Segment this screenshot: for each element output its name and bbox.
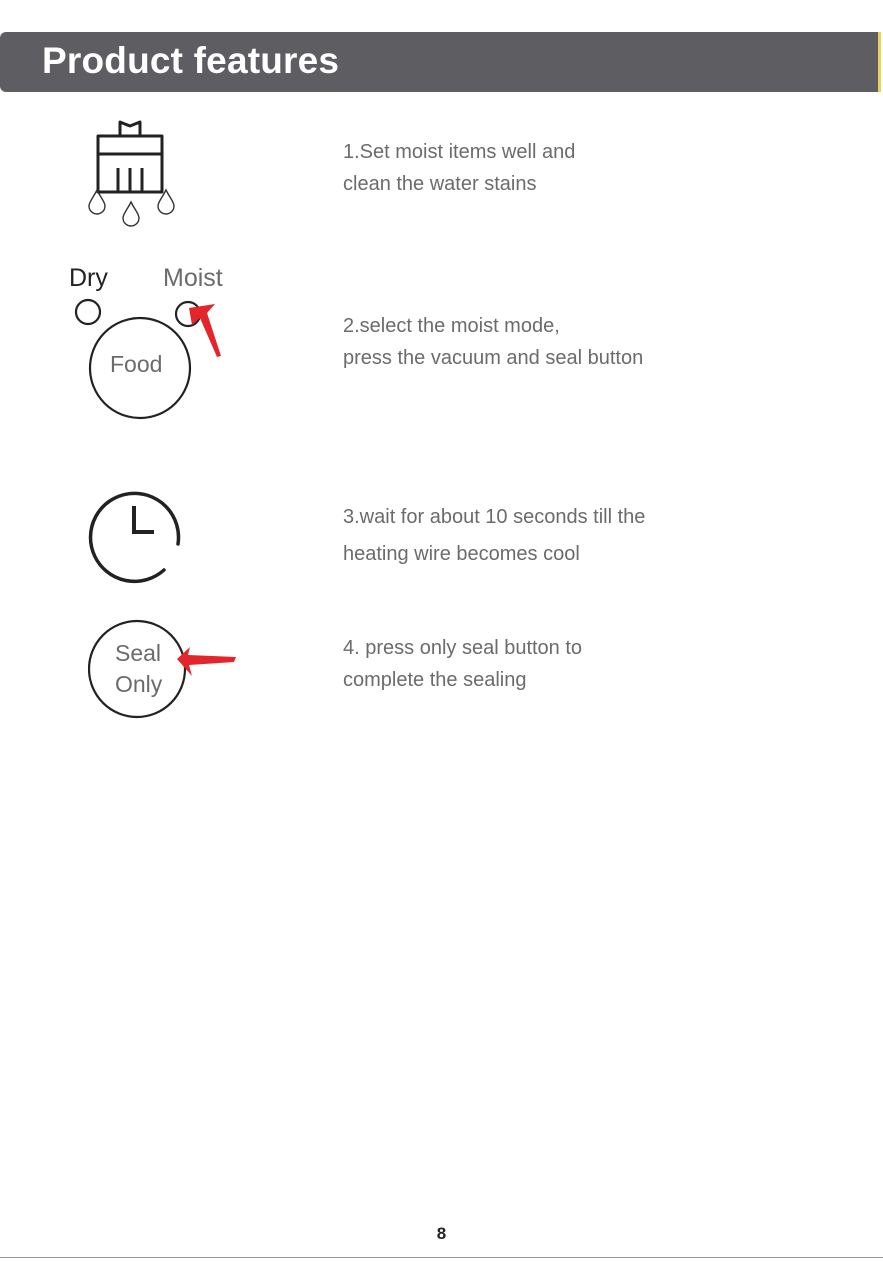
step-4-line-2: complete the sealing <box>343 669 527 691</box>
seal-only-button-panel <box>88 615 248 720</box>
dry-indicator-light <box>76 300 100 324</box>
step-2-line-1: 2.select the moist mode, <box>343 315 560 337</box>
header-bar <box>0 32 881 92</box>
bottom-rule <box>0 1257 883 1258</box>
step-1-text <box>343 136 575 200</box>
step-3-line-1: 3.wait for about 10 seconds till the <box>343 506 646 528</box>
brush-water-drops-icon <box>80 118 180 230</box>
food-mode-panel <box>60 262 260 422</box>
step-3-text <box>343 499 645 573</box>
step-2-line-2: press the vacuum and seal button <box>343 347 644 369</box>
step-4-text <box>343 632 582 696</box>
dry-label: Dry <box>69 264 108 292</box>
timer-icon <box>88 484 188 584</box>
food-button-label: Food <box>110 351 163 377</box>
seal-only-label-line-2: Only <box>115 671 163 697</box>
red-arrow-icon <box>189 304 221 357</box>
seal-only-button-circle <box>89 621 185 717</box>
page-number: 8 <box>436 1224 447 1243</box>
step-1-line-2: clean the water stains <box>343 173 537 195</box>
step-3-line-2: heating wire becomes cool <box>343 543 580 565</box>
step-2-text <box>343 310 643 374</box>
seal-only-label-line-1: Seal <box>115 640 162 666</box>
moist-label: Moist <box>163 264 223 292</box>
page-title: Product features <box>42 40 340 81</box>
step-4-line-1: 4. press only seal button to <box>343 637 583 659</box>
step-1-line-1: 1.Set moist items well and <box>343 141 576 163</box>
